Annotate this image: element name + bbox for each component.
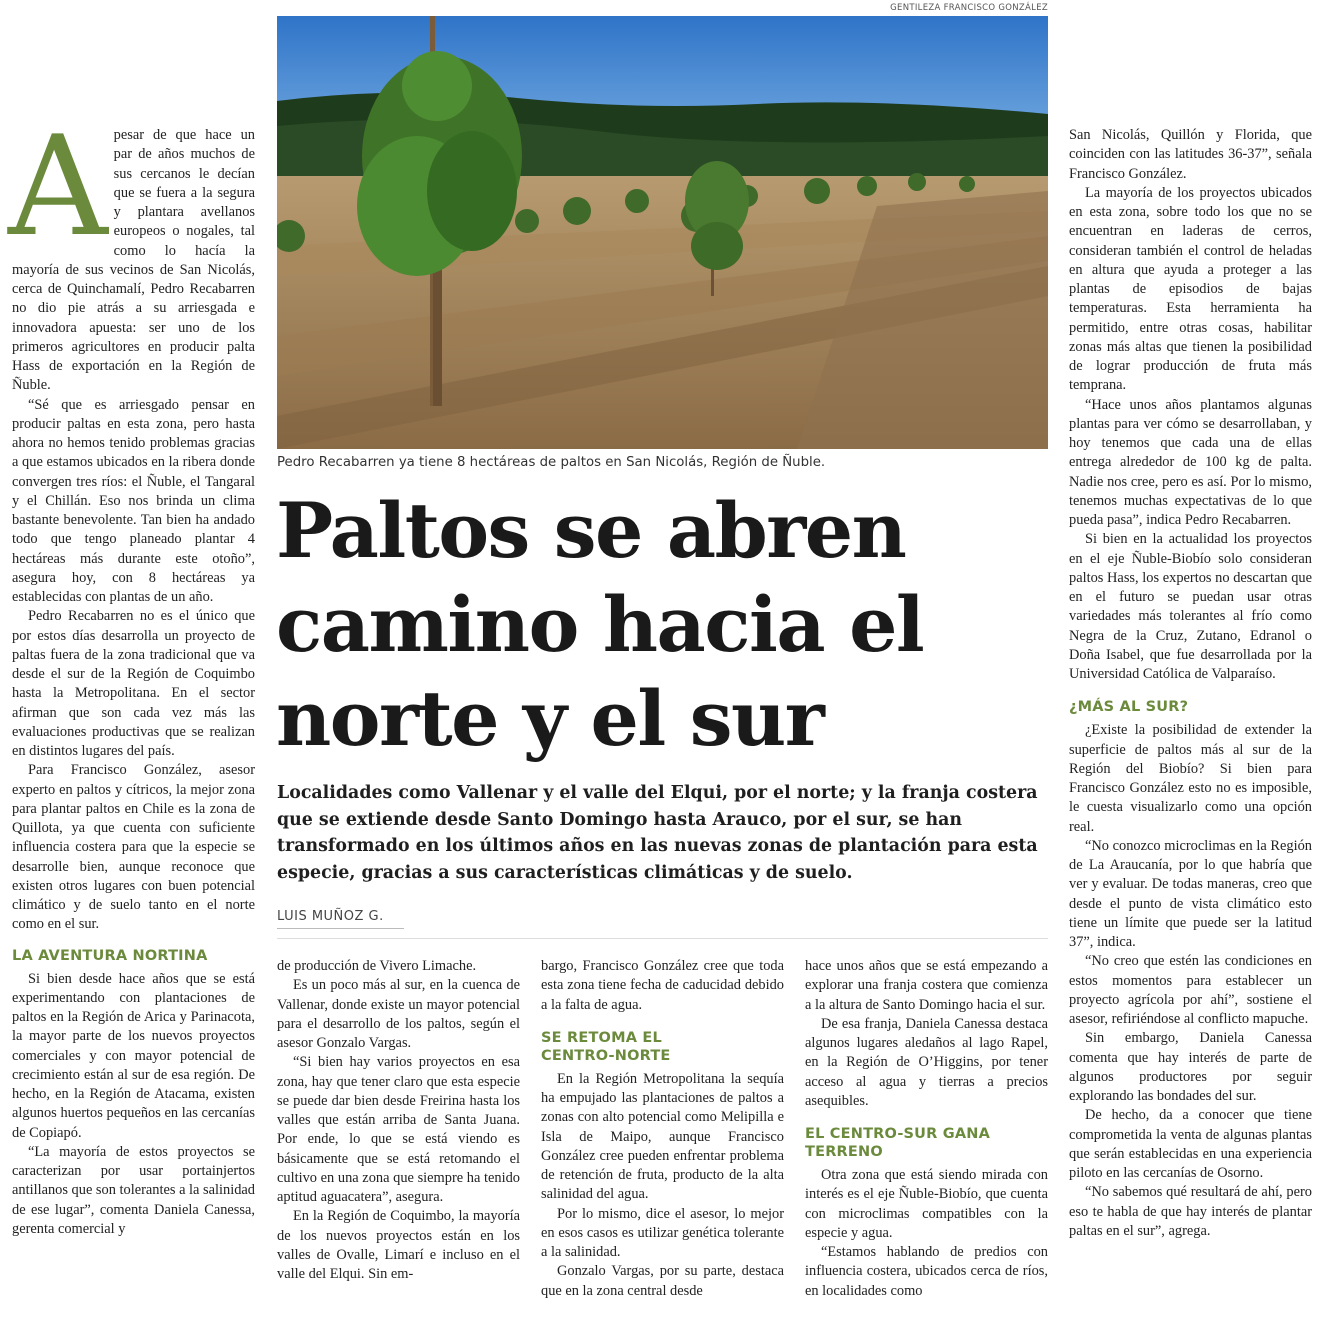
article-column-2	[277, 957, 520, 1284]
subheading-mas-al-sur: ¿MÁS AL SUR?	[1069, 699, 1189, 716]
paragraph: De esa franja, Daniela Canessa destaca algunos lugares aledaños al lago Rapel, en la Región de O’Higgins, por tener acceso al agua y tierras a precios asequibles.	[805, 1015, 1048, 1109]
paragraph: ¿Existe la posibilidad de extender la superficie de paltos más al sur de la Región del Biobío? Si bien para Francisco González esto no es imposible, le cuesta visualizarlo como una opción real.	[1069, 722, 1312, 835]
paragraph: San Nicolás, Quillón y Florida, que coinciden con las latitudes 36-37”, señala Francisco González.	[1069, 127, 1312, 182]
article-column-3	[541, 957, 784, 1301]
headline: Paltos se abren camino hacia el norte y el sur	[276, 486, 924, 763]
subheading-centro-norte: SE RETOMA EL CENTRO-NORTE	[541, 1029, 671, 1064]
paragraph: En la Región Metropolitana la sequía ha empujado las plantaciones de paltos a zonas con alto potencial como Melipilla e Isla de Maipo, aunque Francisco González cree pueden enfrentar problema de retención de fruta, producto de la alta salinidad del agua.	[541, 1070, 784, 1203]
orchard-illustration	[277, 16, 1048, 449]
paragraph: De hecho, da a conocer que tiene comprometida la venta de algunas plantas que serán establecidas en una experiencia piloto en las cercanías de Osorno.	[1069, 1107, 1312, 1181]
paragraph: Por lo mismo, dice el asesor, lo mejor en esos casos es utilizar genética tolerante a la salinidad.	[541, 1205, 784, 1260]
paragraph: Es un poco más al sur, en la cuenca de Vallenar, donde existe un mayor potencial para el desarrollo de los paltos, según el asesor Gonzalo Vargas.	[277, 977, 520, 1051]
article-column-4	[805, 957, 1048, 1301]
subheading-aventura-nortina: LA AVENTURA NORTINA	[12, 947, 208, 964]
paragraph: “Estamos hablando de predios con influencia costera, ubicados cerca de ríos, en localidades como	[805, 1244, 1048, 1299]
paragraph: “No sabemos qué resultará de ahí, pero eso te habla de que hay interés de plantar paltas en el sur”, agrega.	[1069, 1184, 1312, 1239]
photo-credit: GENTILEZA FRANCISCO GONZÁLEZ	[890, 3, 1048, 13]
paragraph: “La mayoría de estos proyectos se caracterizan por usar portainjertos antillanos que son tolerantes a la salinidad de ese lugar”, comenta Daniela Canessa, gerenta comercial y	[12, 1143, 255, 1237]
paragraph: En la Región de Coquimbo, la mayoría de los nuevos proyectos están en los valles de Ovalle, Limarí e incluso en el valle del Elqui. Sin em-	[277, 1208, 520, 1282]
article-column-1	[8, 106, 255, 1239]
paragraph: Gonzalo Vargas, por su parte, destaca que en la zona central desde	[541, 1263, 784, 1299]
photo-caption: Pedro Recabarren ya tiene 8 hectáreas de paltos en San Nicolás, Región de Ñuble.	[277, 455, 826, 470]
divider	[277, 938, 1048, 939]
byline: LUIS MUÑOZ G.	[277, 909, 404, 929]
paragraph: “Sé que es arriesgado pensar en producir paltas en esta zona, pero hasta ahora no hemos tenido problemas gracias a que estamos ubicados en la ribera donde convergen tres ríos: el Ñuble, el Tangaral y el Chillán. Eso nos brinda un clima bastante benevolente. Tan bien ha andado todo que tengo planeado plantar 4 hectáreas más durante este otoño”, asegura hoy, con 8 hectáreas ya establecidas con plantas de un año.	[12, 396, 255, 605]
paragraph: “Si bien hay varios proyectos en esa zona, hay que tener claro que esta especie se puede dar bien desde Freirina hasta los valles que están arriba de Santa Juana. Por ende, lo que se está viendo es básicamente que se está retomando el cultivo en una zona que siempre ha tenido aptitud aguacatera”, asegura.	[277, 1054, 520, 1205]
deck-summary: Localidades como Vallenar y el valle del Elqui, por el norte; y la franja costera que se extiende desde Santo Domingo hasta Arauco, por el sur, se han transformado en los últimos años en las nuevas zonas de plantación para esta especie, gracias a sus características climáticas y de suelo.	[277, 783, 1038, 883]
paragraph: “No conozco microclimas en la Región de La Araucanía, por lo que habría que ver y evaluar. De todas maneras, creo que desde el punto de vista climático esto tiene un límite que puede ser la latitud 37”, indica.	[1069, 837, 1312, 950]
paragraph: “No creo que estén las condiciones en estos momentos para establecer un proyecto agrícola por ahí”, sostiene el asesor, refiriéndose al conflicto mapuche.	[1069, 953, 1312, 1027]
drop-cap: A	[8, 106, 108, 267]
paragraph: Sin embargo, Daniela Canessa comenta que hay interés de parte de algunos productores por seguir explorando las bondades del sur.	[1069, 1030, 1312, 1104]
article-column-5	[1069, 126, 1312, 1241]
paragraph: “Hace unos años plantamos algunas plantas para ver cómo se desarrollaban, y hoy tenemos que cada una de ellas entrega alrededor de 100 kg de palta. Nadie nos cree, pero es así. Por lo mismo, tenemos muchas expectativas de lo que pueda pasa”, indica Pedro Recabarren.	[1069, 396, 1312, 528]
paragraph: hace unos años que se está empezando a explorar una franja costera que comienza a la altura de Santo Domingo hacia el sur.	[805, 958, 1048, 1013]
paragraph: pesar de que hace un par de años muchos de sus cercanos le decían que se fuera a la segura y plantara avellanos europeos o nogales, tal como lo hacía la mayoría de sus vecinos de San Nicolás, cerca de Quinchamalí, Pedro Recabarren no dio pie atrás a su arriesgada e innovadora apuesta: ser uno de los primeros agricultores en producir palta Hass de exportación en la Región de Ñuble.	[12, 127, 255, 394]
paragraph: La mayoría de los proyectos ubicados en esta zona, sobre todo los que no se encuentran en laderas de cerros, consideran también el control de heladas en altura que ayuda a proteger a las plantas de episodios de bajas temperaturas. Esta herramienta ha permitido, entre otras cosas, habilitar zonas más altas que tienen la posibilidad de lograr producción de fruta más temprana.	[1069, 184, 1312, 394]
paragraph: Si bien en la actualidad los proyectos en el eje Ñuble-Biobío solo consideran paltos Hass, los expertos no descartan que en el futuro se puedan usar otras variedades más tolerantes al frío como Negra de la Cruz, Zutano, Edranol o Doña Isabel, que fue desarrollada por la Universidad Católica de Valparaíso.	[1069, 531, 1312, 682]
paragraph: Para Francisco González, asesor experto en paltos y cítricos, la mejor zona para plantar paltos en Chile es la zona de Quillota, ya que cuenta con suficiente influencia costera para que la especie se desarrolle bien, aunque reconoce que existen otros lugares con buen potencial climático y de suelo tanto en el norte como en el sur.	[12, 762, 255, 933]
paragraph: Otra zona que está siendo mirada con interés es el eje Ñuble-Biobío, que cuenta con microclimas compatibles con la especie y agua.	[805, 1167, 1048, 1241]
subheading-centro-sur: EL CENTRO-SUR GANA TERRENO	[805, 1126, 991, 1160]
orchard-photo	[277, 16, 1048, 449]
paragraph: Si bien desde hace años que se está experimentando con plantaciones de paltos en la Región de Arica y Parinacota, la mayor parte de los nuevos proyectos comerciales y con mayor potencial de crecimiento están al sur de esa región. De hecho, en la Región de Atacama, existen algunos huertos pequeños en las cercanías de Copiapó.	[12, 970, 255, 1141]
paragraph: Pedro Recabarren no es el único que por estos días desarrolla un proyecto de paltas fuera de la zona tradicional que va desde el sur de la Región de Coquimbo hasta la Metropolitana. En el sector afirman que son cada vez más las evaluaciones productivas que se realizan en distintos lugares del país.	[12, 608, 255, 759]
paragraph: de producción de Vivero Limache.	[277, 958, 477, 974]
paragraph: bargo, Francisco González cree que toda esta zona tiene fecha de caducidad debido a la falta de agua.	[541, 958, 784, 1013]
